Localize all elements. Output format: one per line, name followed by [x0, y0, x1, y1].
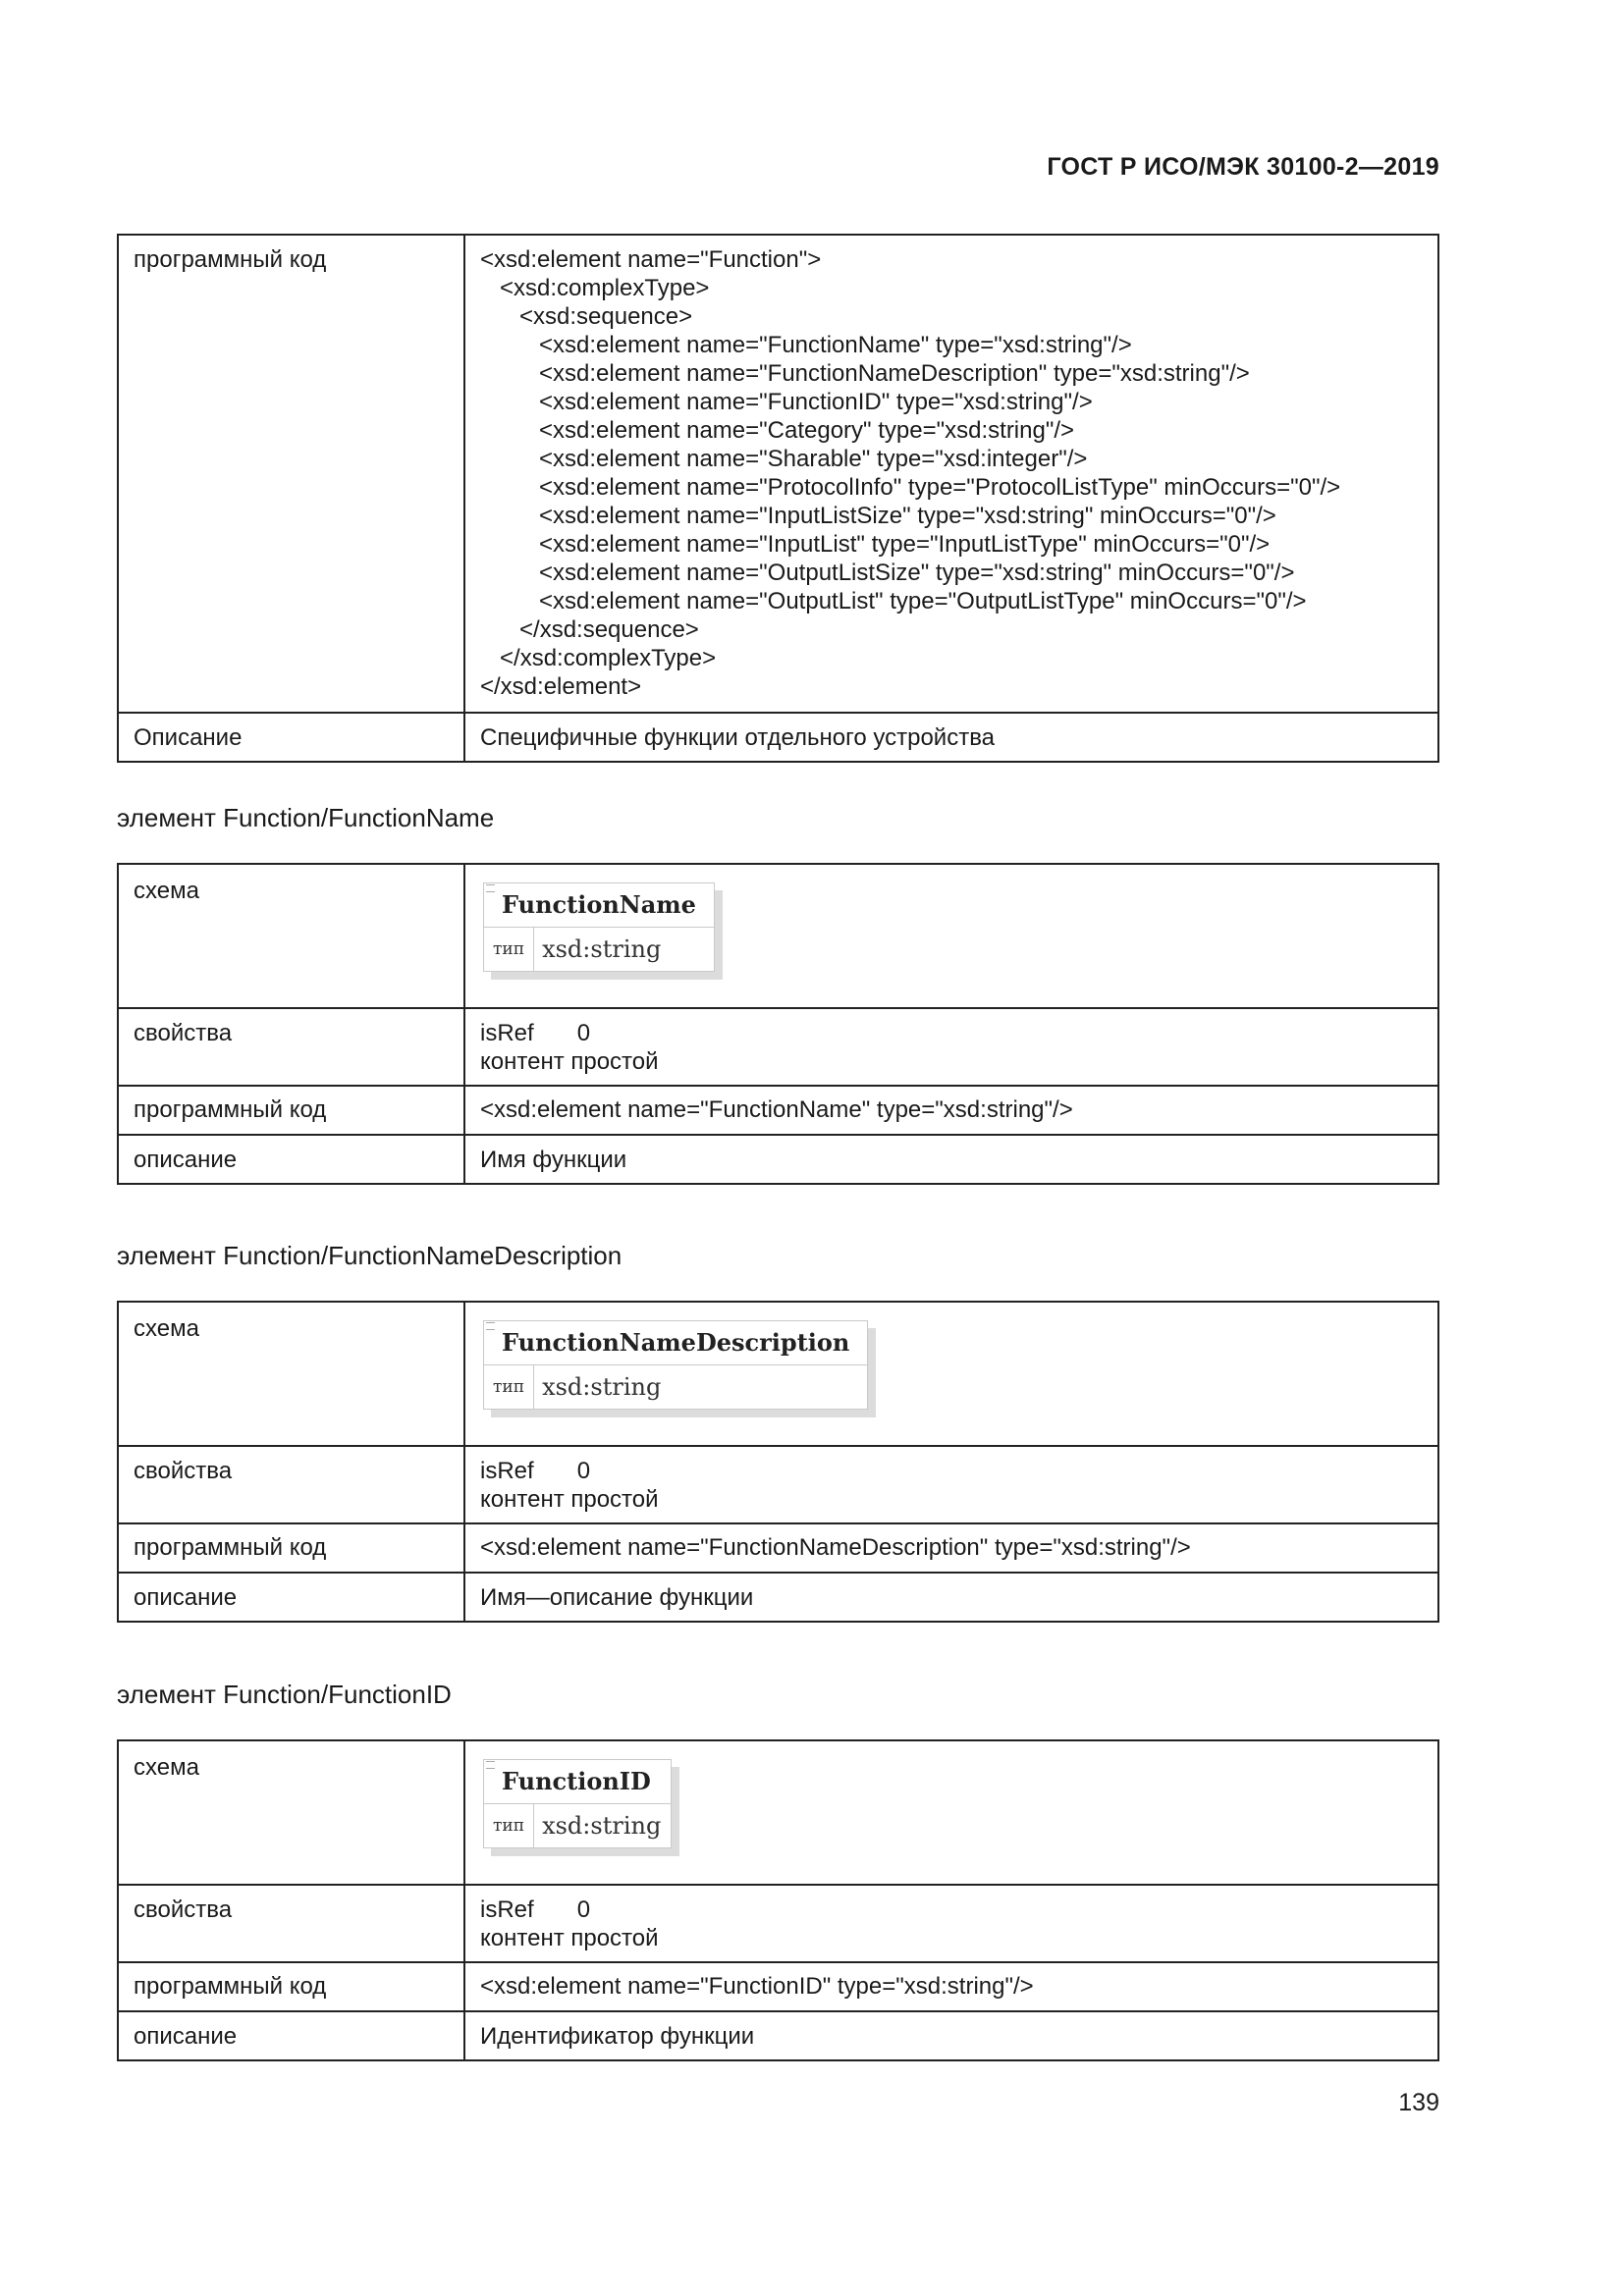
properties-cell	[464, 1446, 1438, 1523]
code-line: <xsd:element name="ProtocolInfo" type="ProtocolListType" minOccurs="0"/>	[480, 474, 1341, 501]
table-row	[118, 2011, 1438, 2060]
prop-content: контент простой	[480, 1486, 659, 1513]
schema-type-value: xsd:string	[542, 1373, 662, 1401]
element-icon	[486, 1761, 495, 1769]
code-line: <xsd:element name="InputList" type="InputListType" minOccurs="0"/>	[480, 531, 1271, 558]
element-table	[117, 1739, 1439, 2061]
prop-content: контент простой	[480, 1048, 659, 1075]
prop-isref-key: isRef	[480, 1896, 534, 1923]
row-label: описание	[118, 1573, 464, 1622]
schema-cell	[464, 864, 1438, 1008]
schema-type-value: xsd:string	[542, 935, 662, 963]
schema-diagram	[483, 882, 715, 972]
table-row	[118, 1302, 1438, 1446]
code-value: <xsd:element name="FunctionID" type="xsd:string"/>	[464, 1962, 1438, 2011]
description-value: Имя—описание функции	[464, 1573, 1438, 1622]
table-row	[118, 1446, 1438, 1523]
prop-isref-value: 0	[576, 1896, 591, 1923]
schema-element-name: FunctionName	[502, 890, 696, 919]
section-title: элемент Function/FunctionNameDescription	[117, 1241, 623, 1270]
code-line: <xsd:sequence>	[480, 303, 693, 330]
prop-isref-value: 0	[576, 1458, 591, 1484]
prop-isref-key: isRef	[480, 1020, 534, 1046]
schema-type-label: тип	[484, 1804, 534, 1847]
table-row	[118, 1962, 1438, 2011]
code-line: <xsd:element name="Category" type="xsd:string"/>	[480, 417, 1075, 444]
element-icon	[486, 1322, 495, 1330]
schema-element-name: FunctionNameDescription	[502, 1328, 850, 1357]
element-icon	[486, 884, 495, 892]
prop-isref-value: 0	[576, 1020, 591, 1046]
function-element-table	[117, 234, 1439, 763]
code-line: </xsd:sequence>	[480, 616, 699, 643]
section-title: элемент Function/FunctionID	[117, 1680, 452, 1709]
schema-type-label: тип	[484, 928, 534, 971]
code-line: <xsd:element name="FunctionID" type="xsd:string"/>	[480, 389, 1093, 415]
table-row	[118, 864, 1438, 1008]
schema-type-row	[484, 927, 714, 971]
code-line: <xsd:element name="InputListSize" type="xsd:string" minOccurs="0"/>	[480, 503, 1276, 529]
schema-type-value: xsd:string	[542, 1812, 662, 1840]
table-row	[118, 1573, 1438, 1622]
row-label: схема	[118, 1740, 464, 1885]
row-label: программный код	[118, 1962, 464, 2011]
schema-cell	[464, 1740, 1438, 1885]
row-label: программный код	[118, 235, 464, 713]
code-block	[464, 235, 1438, 713]
row-label: программный код	[118, 1523, 464, 1573]
table-row	[118, 1135, 1438, 1184]
row-label: описание	[118, 2011, 464, 2060]
row-label: свойства	[118, 1885, 464, 1962]
schema-type-row	[484, 1803, 671, 1847]
page-number: 139	[1398, 2089, 1439, 2116]
code-line: </xsd:element>	[480, 673, 642, 700]
code-value: <xsd:element name="FunctionName" type="xsd:string"/>	[464, 1086, 1438, 1135]
row-label: программный код	[118, 1086, 464, 1135]
table-row	[118, 1008, 1438, 1086]
code-line: <xsd:complexType>	[480, 275, 710, 301]
row-label: свойства	[118, 1008, 464, 1086]
element-table	[117, 863, 1439, 1185]
element-table	[117, 1301, 1439, 1623]
table-row	[118, 1086, 1438, 1135]
prop-isref-key: isRef	[480, 1458, 534, 1484]
code-line: <xsd:element name="Sharable" type="xsd:integer"/>	[480, 446, 1088, 472]
section-title: элемент Function/FunctionName	[117, 803, 495, 832]
document-header: ГОСТ Р ИСО/МЭК 30100-2—2019	[1047, 153, 1439, 181]
row-label: схема	[118, 1302, 464, 1446]
schema-type-row	[484, 1364, 867, 1409]
table-row	[118, 713, 1438, 762]
row-label: свойства	[118, 1446, 464, 1523]
schema-element-name: FunctionID	[502, 1767, 651, 1795]
properties-cell	[464, 1885, 1438, 1962]
schema-cell	[464, 1302, 1438, 1446]
table-row	[118, 1885, 1438, 1962]
row-label: описание	[118, 1135, 464, 1184]
code-value: <xsd:element name="FunctionNameDescription" type="xsd:string"/>	[464, 1523, 1438, 1573]
description-value: Идентификатор функции	[464, 2011, 1438, 2060]
schema-diagram	[483, 1759, 672, 1848]
table-row	[118, 1740, 1438, 1885]
properties-cell	[464, 1008, 1438, 1086]
code-line: <xsd:element name="FunctionNameDescription" type="xsd:string"/>	[480, 360, 1250, 387]
code-line: <xsd:element name="Function">	[480, 246, 822, 273]
description-value: Имя функции	[464, 1135, 1438, 1184]
row-label: Описание	[118, 713, 464, 762]
code-line: <xsd:element name="OutputListSize" type="xsd:string" minOccurs="0"/>	[480, 560, 1295, 586]
row-label: схема	[118, 864, 464, 1008]
schema-type-label: тип	[484, 1365, 534, 1409]
code-line: </xsd:complexType>	[480, 645, 717, 671]
table-row	[118, 1523, 1438, 1573]
row-value: Специфичные функции отдельного устройства	[464, 713, 1438, 762]
code-line: <xsd:element name="FunctionName" type="xsd:string"/>	[480, 332, 1132, 358]
table-row	[118, 235, 1438, 713]
prop-content: контент простой	[480, 1925, 659, 1951]
schema-diagram	[483, 1320, 868, 1410]
code-line: <xsd:element name="OutputList" type="OutputListType" minOccurs="0"/>	[480, 588, 1307, 614]
